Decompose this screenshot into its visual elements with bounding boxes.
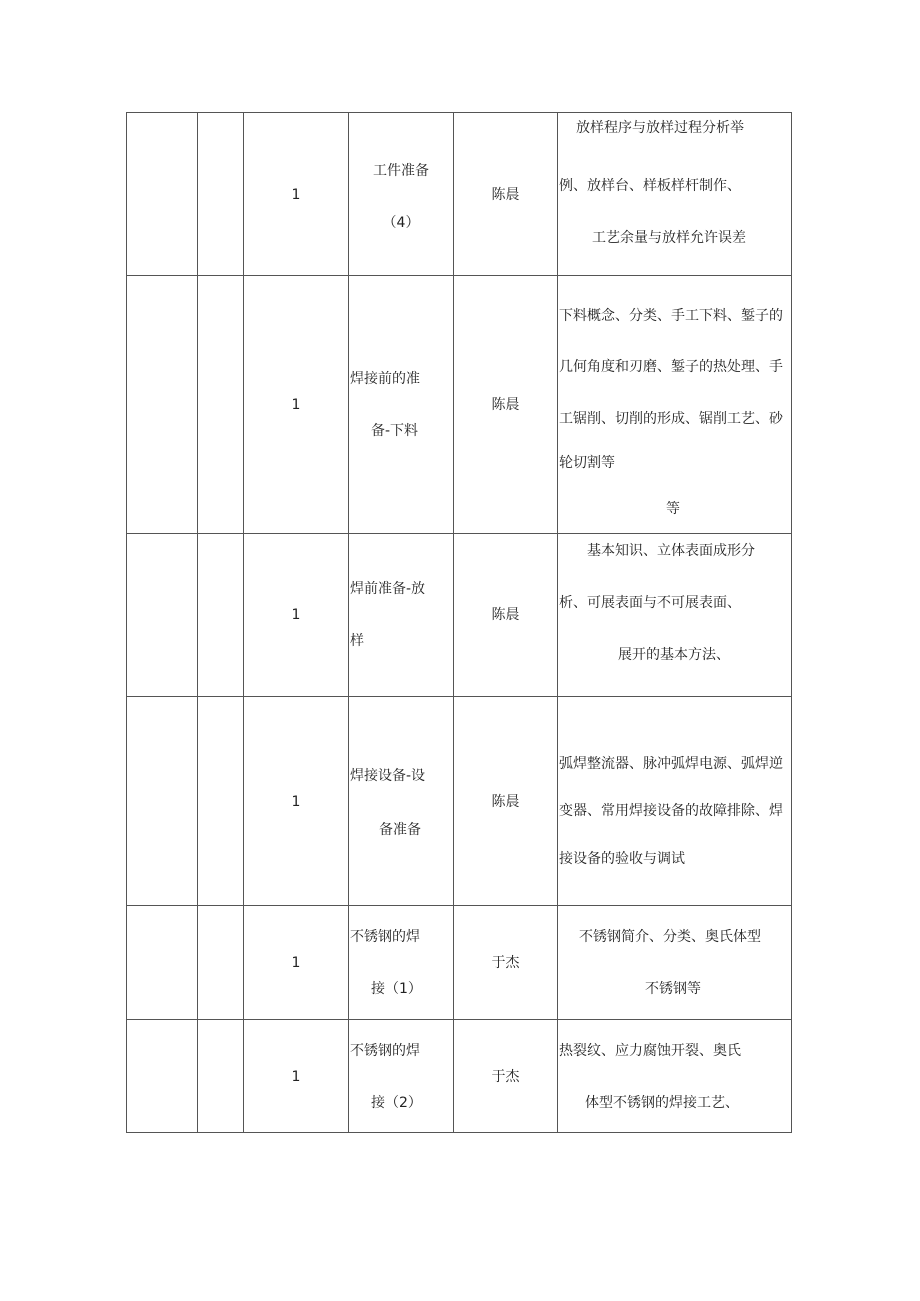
teacher-cell: [454, 697, 558, 906]
content-cell: [558, 276, 792, 534]
teacher-cell: [454, 906, 558, 1020]
content-line: 轮切割等: [559, 455, 615, 471]
content-line: 热裂纹、应力腐蚀开裂、奥氏: [559, 1043, 741, 1059]
empty-cell: [198, 1020, 244, 1133]
empty-cell: [127, 1020, 198, 1133]
teacher-cell: [454, 276, 558, 534]
hours-cell: [244, 1020, 349, 1133]
content-cell: [558, 906, 792, 1020]
topic-line: 焊接设备-设: [350, 768, 426, 784]
content-line: 几何角度和刃磨、錾子的热处理、手: [559, 359, 783, 375]
hours-value: 1: [291, 794, 301, 810]
hours-value: 1: [291, 187, 301, 203]
empty-cell: [127, 906, 198, 1020]
topic-line: 接（2）: [371, 1095, 422, 1111]
teacher-cell: [454, 113, 558, 276]
content-line: 工艺余量与放样允许误差: [592, 230, 746, 246]
content-line: 不锈钢等: [645, 981, 701, 997]
hours-cell: [244, 276, 349, 534]
table-row: [127, 113, 792, 276]
topic-line: 不锈钢的焊: [350, 929, 420, 945]
topic-line: 焊接前的准: [350, 371, 420, 387]
empty-cell: [198, 534, 244, 697]
empty-cell: [127, 697, 198, 906]
table-row: [127, 276, 792, 534]
topic-cell: [349, 534, 454, 697]
content-line: 基本知识、立体表面成形分: [587, 543, 755, 559]
content-cell: [558, 534, 792, 697]
topic-line: 接（1）: [371, 981, 422, 997]
content-line: 体型不锈钢的焊接工艺、: [585, 1095, 739, 1111]
content-line: 变器、常用焊接设备的故障排除、焊: [559, 803, 783, 819]
content-line: 不锈钢简介、分类、奥氏体型: [579, 929, 761, 945]
teacher-cell: [454, 1020, 558, 1133]
empty-cell: [127, 534, 198, 697]
content-cell: [558, 697, 792, 906]
teacher-name: 陈晨: [491, 607, 520, 623]
topic-line: 不锈钢的焊: [350, 1043, 420, 1059]
course-schedule-table: [126, 112, 792, 1133]
table-row: [127, 906, 792, 1020]
topic-line: 样: [350, 633, 364, 649]
teacher-name: 于杰: [491, 1069, 520, 1085]
content-cell: [558, 1020, 792, 1133]
empty-cell: [127, 113, 198, 276]
hours-cell: [244, 906, 349, 1020]
content-line: 等: [666, 501, 680, 517]
topic-line: 工件准备: [373, 163, 429, 179]
teacher-name: 于杰: [491, 955, 520, 971]
empty-cell: [127, 276, 198, 534]
content-cell: [558, 113, 792, 276]
content-line: 弧焊整流器、脉冲弧焊电源、弧焊逆: [559, 756, 783, 772]
hours-value: 1: [291, 955, 301, 971]
empty-cell: [198, 113, 244, 276]
topic-line: （4）: [382, 215, 420, 231]
topic-cell: [349, 697, 454, 906]
content-line: 例、放样台、样板样杆制作、: [559, 178, 741, 194]
hours-cell: [244, 113, 349, 276]
topic-line: 焊前准备-放: [350, 581, 426, 597]
teacher-cell: [454, 534, 558, 697]
content-line: 接设备的验收与调试: [559, 851, 685, 867]
empty-cell: [198, 906, 244, 1020]
table-row: [127, 697, 792, 906]
content-line: 下料概念、分类、手工下料、錾子的: [559, 308, 783, 324]
hours-cell: [244, 534, 349, 697]
hours-value: 1: [291, 607, 301, 623]
topic-cell: [349, 906, 454, 1020]
content-line: 工锯削、切削的形成、锯削工艺、砂: [559, 411, 783, 427]
teacher-name: 陈晨: [491, 794, 520, 810]
topic-line: 备准备: [379, 822, 421, 838]
topic-cell: [349, 276, 454, 534]
content-line: 析、可展表面与不可展表面、: [559, 595, 741, 611]
hours-cell: [244, 697, 349, 906]
topic-cell: [349, 1020, 454, 1133]
empty-cell: [198, 697, 244, 906]
content-line: 展开的基本方法、: [618, 647, 730, 663]
empty-cell: [198, 276, 244, 534]
teacher-name: 陈晨: [491, 397, 520, 413]
table-row: [127, 534, 792, 697]
teacher-name: 陈晨: [491, 187, 520, 203]
content-line: 放样程序与放样过程分析举: [576, 120, 744, 136]
topic-cell: [349, 113, 454, 276]
topic-line: 备-下料: [371, 423, 419, 439]
hours-value: 1: [291, 1069, 301, 1085]
hours-value: 1: [291, 397, 301, 413]
table-row: [127, 1020, 792, 1133]
